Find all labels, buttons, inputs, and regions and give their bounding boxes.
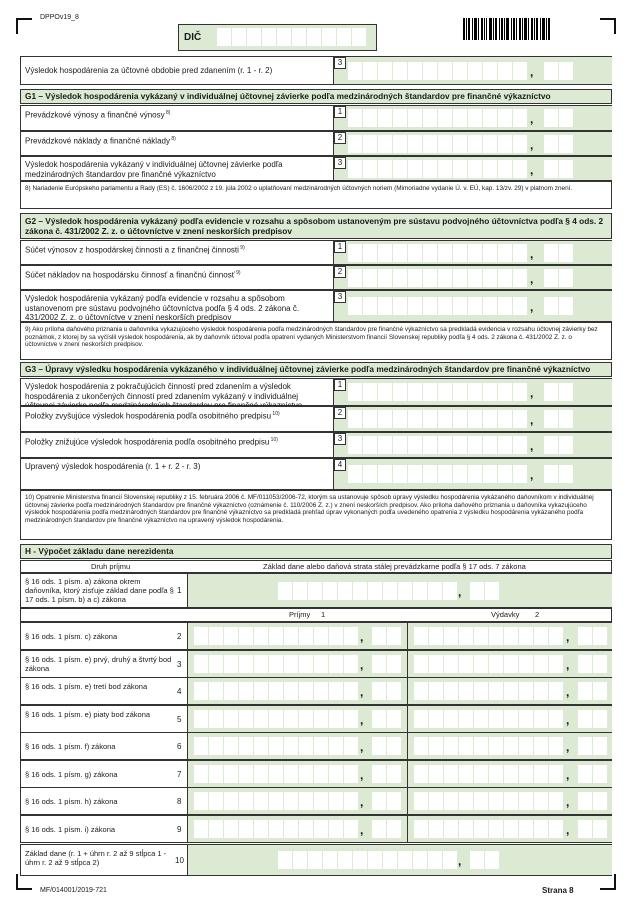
h-row-4: § 16 ods. 1 písm. e) tretí bod zákona 4 , , <box>20 677 612 705</box>
g2-row-label: Súčet výnosov z hospodárskej činnosti a z finančnej činnosti $^{9)}$ <box>25 245 245 255</box>
g2-row-label: Súčet nákladov na hospodársku činnosť a finančnú činnosť $^{9)}$ <box>25 270 241 280</box>
top-result-row <box>20 56 612 85</box>
footnote-ref: 9) <box>234 270 241 276</box>
h-row-6: § 16 ods. 1 písm. f) zákona 6 , , <box>20 732 612 760</box>
h-row-6-prijmy-field[interactable]: , <box>187 733 408 759</box>
g1-row-label: Výsledok hospodárenia vykázaný v individuálnej účtovnej závierke podľa medzinárodných štandardov pre finančné výkazníctvo <box>25 160 283 179</box>
h-row-2-prijmy-field[interactable]: , <box>187 623 408 649</box>
g1-row-1-field[interactable]: 1 , <box>333 106 612 130</box>
g3-row-3-field[interactable]: 3 , <box>333 433 612 457</box>
note-8: 8) Nariadenie Európskeho parlamentu a Rady (ES) č. 1606/2002 z 19. júla 2002 o uplatňovaní medzinárodných účtovných noriem (Mimoriadne vydanie Ú. v. EÚ, kap. 13/zv. 29) v platnom znení. <box>20 181 612 209</box>
top-result-field[interactable]: 3 , <box>333 57 612 84</box>
section-g1-header: G1 – Výsledok hospodárenia vykázaný v individuálnej účtovnej závierke podľa medzinárodných štandardov pre finančné výkazníctvo <box>20 89 612 104</box>
h-row-10: Základ dane (r. 1 + úhrn r. 2 až 9 stĺpca 1 - úhrn r. 2 až 9 stĺpca 2) 10 , <box>20 844 612 876</box>
h-column-headers <box>20 560 612 573</box>
h-row-3: § 16 ods. 1 písm. e) prvý, druhý a štvrtý bod zákona 3 , , <box>20 650 612 678</box>
h-row-5-prijmy-field[interactable]: , <box>187 706 408 732</box>
section-h-header: H - Výpočet základu dane nerezidenta <box>20 544 612 559</box>
g1-row-2-field[interactable]: 2 , <box>333 132 612 155</box>
g3-row-2-field[interactable]: 2 , <box>333 407 612 431</box>
g1-row-label: Prevádzkové výnosy a finančné výnosy $^{8)}$ <box>25 110 171 120</box>
section-g2-header: G2 – Výsledok hospodárenia vykázaný podľa evidencie v rozsahu a spôsobom ustanoveným pre sústavu podvojného účtovníctva podľa § 4 ods. 2 zákona č. 431/2002 Z. z. o účtovníctve v znení neskorších predpisov <box>20 213 612 239</box>
footnote-ref: 10) <box>269 437 278 443</box>
h-row-1: § 16 ods. 1 písm. a) zákona okrem daňovníka, ktorý zisťuje základ dane podľa § 17 ods. 1 písm. b) a c) zákona 1 , <box>20 573 612 608</box>
g2-row-2 <box>20 265 612 290</box>
h-row-7-prijmy-field[interactable]: , <box>187 761 408 787</box>
footnote-ref: 8) <box>169 136 176 142</box>
g1-row-1 <box>20 105 612 131</box>
section-g3-header: G3 – Úpravy výsledku hospodárenia vykázaného v individuálnej účtovnej závierke podľa medzinárodných štandardov pre finančné výkazníctvo <box>20 362 612 377</box>
g2-row-3 <box>20 290 612 322</box>
g3-row-2 <box>20 406 612 432</box>
h-row-4-prijmy-field[interactable]: , <box>187 678 408 704</box>
dic-label: DIČ <box>184 32 202 43</box>
h-row-9-vydavky-field[interactable]: , <box>407 816 612 842</box>
h-row-9-prijmy-field[interactable]: , <box>187 816 408 842</box>
h-row-3-prijmy-field[interactable]: , <box>187 651 408 677</box>
dic-digit-boxes[interactable] <box>217 28 366 46</box>
note-9: 9) Ako príloha daňového priznania u daňovníka vykazujúceho výsledok hospodárenia podľa medzinárodných štandardov pre finančné výkazníctvo sa predkladá evidencia v rozsahu účtovnej závierky bez poznámok, z ktorej by sa vyčíslil výsledok hospodárenia, ak by daňovník účtoval podľa opatrení vydaných Ministerstvom financií Slovenskej republiky podľa § 4 ods. 2 zákona č. 431/2002 Z. z. o účtovníctve v znení neskorších predpisov. <box>20 322 612 360</box>
dic-box <box>178 24 377 51</box>
h-row-2-vydavky-field[interactable]: , <box>407 623 612 649</box>
col-prijmy: Príjmy <box>289 610 311 619</box>
g3-row-label: Výsledok hospodárenia z pokračujúcich činností pred zdanením a výsledok hospodárenia z ukončených činností pred zdanením vykázaný v individuálnej <box>25 382 299 401</box>
h-row-2: § 16 ods. 1 písm. c) zákona 2 , , <box>20 622 612 650</box>
h-row-9: § 16 ods. 1 písm. i) zákona 9 , , <box>20 815 612 843</box>
footnote-ref: 10) <box>271 411 280 417</box>
g3-row-label: Položky zvyšujúce výsledok hospodárenia podľa osobitného predpisu $^{10)}$ <box>25 411 280 421</box>
g1-row-label: Prevádzkové náklady a finančné náklady $^{8)}$ <box>25 136 176 146</box>
h-row-5: § 16 ods. 1 písm. e) piaty bod zákona 5 , , <box>20 705 612 733</box>
h-row-6-vydavky-field[interactable]: , <box>407 733 612 759</box>
g1-row-3-field[interactable]: 3 , <box>333 157 612 180</box>
g3-row-4 <box>20 458 612 490</box>
g2-row-label: Výsledok hospodárenia vykázaný podľa evidencie v rozsahu a spôsobom ustanovenom pre sústavu podvojného účtovníctva podľa § 4 ods. 2 zákona č. 431/2002 Z. z. o účtovníctve v znení neskorších predpisov <box>25 294 300 322</box>
g3-row-1-field[interactable]: 1 , <box>333 379 612 405</box>
h-prijmy-vydavky-header: Príjmy 1 Výdavky 2 <box>20 608 612 622</box>
g2-row-1 <box>20 240 612 265</box>
barcode <box>463 18 550 40</box>
col-zaklad-dane: Základ dane alebo daňová strata stálej prevádzkarne podľa § 17 ods. 7 zákona <box>263 562 526 571</box>
h-row-3-vydavky-field[interactable]: , <box>407 651 612 677</box>
g3-row-4-field[interactable]: 4 , <box>333 459 612 489</box>
h-row-8-prijmy-field[interactable]: , <box>187 788 408 814</box>
col-vydavky: Výdavky <box>491 610 520 619</box>
h-row-8-vydavky-field[interactable]: , <box>407 788 612 814</box>
g2-row-3-field[interactable]: 3 , <box>333 291 612 321</box>
h-row-7: § 16 ods. 1 písm. g) zákona 7 , , <box>20 760 612 788</box>
footnote-ref: 8) <box>164 110 171 116</box>
g2-row-2-field[interactable]: 2 , <box>333 266 612 289</box>
footer-code: MF/014001/2019-721 <box>40 887 107 894</box>
corner-mark-bottom-left <box>16 874 32 890</box>
g3-row-3 <box>20 432 612 458</box>
h-row-1-field[interactable]: , <box>187 574 612 607</box>
note-10: 10) Opatrenie Ministerstva financií Slovenskej republiky z 15. februára 2006 č. MF/011053/2006-72, ktorým sa ustanovuje spôsob úpravy výsledku hospodárenia vykázaného daňovníkom v individuálnej účtovnej závierke podľa medzinárodných štandardov pre finančné výkazníctvo (oznámenie č. 110/2006 Z. z.) v znení neskorších predpisov. Ako príloha daňového priznania u daňovníka vykazujúceho výsledok hospodárenia podľa medzinárodných štandardov pre finančné výkazníctvo sa predkladá prehľad úprav vykonaných podľa uvedeného opatrenia z výsledku hospodárenia vykázaného podľa medzinárodných štandardov pre finančné výkazníctvo na upravený výsledok hospodárenia. <box>20 490 612 540</box>
corner-mark-top-right <box>600 18 616 34</box>
top-result-label: Výsledok hospodárenia za účtovné obdobie pred zdanením (r. 1 - r. 2) <box>25 66 273 75</box>
corner-mark-top-left <box>16 18 32 34</box>
page-number: Strana 8 <box>542 886 574 895</box>
g1-row-3 <box>20 156 612 181</box>
corner-mark-bottom-right <box>600 874 616 890</box>
g3-row-1 <box>20 378 612 406</box>
h-row-8: § 16 ods. 1 písm. h) zákona 8 , , <box>20 787 612 815</box>
h-row-10-field[interactable]: , <box>187 845 612 875</box>
form-code: DPPOv19_8 <box>40 14 79 21</box>
h-row-5-vydavky-field[interactable]: , <box>407 706 612 732</box>
g3-row-label: Položky znižujúce výsledok hospodárenia podľa osobitného predpisu $^{10)}$ <box>25 437 278 447</box>
g1-row-2 <box>20 131 612 156</box>
h-row-4-vydavky-field[interactable]: , <box>407 678 612 704</box>
g2-row-1-field[interactable]: 1 , <box>333 241 612 264</box>
g3-row-label: Upravený výsledok hospodárenia (r. 1 + r. 2 - r. 3) <box>25 462 201 471</box>
h-row-7-vydavky-field[interactable]: , <box>407 761 612 787</box>
footnote-ref: 9) <box>238 245 245 251</box>
col-druh-prijmu: Druh príjmu <box>91 562 131 571</box>
